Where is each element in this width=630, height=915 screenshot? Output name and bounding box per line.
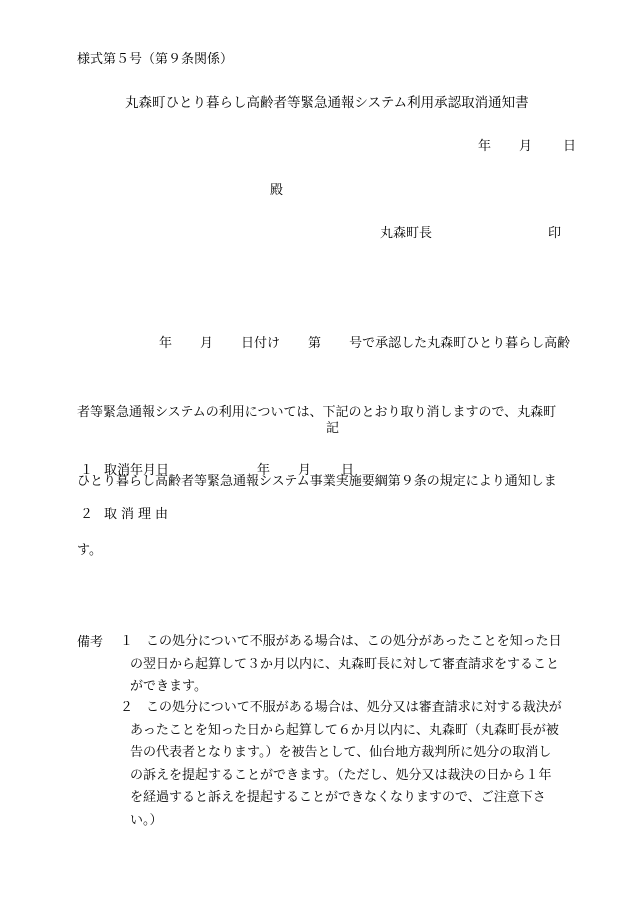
remark-note-1 [120,631,595,699]
date-month-label: 月 [519,139,533,154]
item-month-label: 月 [298,463,312,478]
body-year-label: 年 [159,336,173,351]
body-line-1-rest: 号で承認した丸森町ひとり暮らし高齢 [349,336,571,351]
date-day-label: 日 [563,139,577,154]
seal-mark: 印 [548,226,562,241]
addressee-honorific: 殿 [270,183,284,198]
remark-line: 告の代表者となります。）を被告として、仙台地方裁判所に処分の取消し [130,745,552,760]
item-year-label: 年 [257,463,271,478]
document-title: 丸森町ひとり暮らし高齢者等緊急通報システム利用承認取消通知書 [125,95,529,111]
issuer-name: 丸森町長 [380,226,433,241]
remark-line: この処分について不服がある場合は、この処分があったことを知った日 [146,634,562,649]
body-line-4: す。 [77,543,102,558]
remark-number: ２ [120,700,134,715]
body-line-3: ひとり暮らし高齢者等緊急通報システム事業実施要綱第９条の規定により通知しま [77,474,557,489]
remark-line: この処分について不服がある場合は、処分又は審査請求に対する裁決が [146,700,562,715]
remark-number: １ [120,634,134,649]
body-month-label: 月 [200,336,214,351]
body-line-2: 者等緊急通報システムの利用については、下記のとおり取り消しますので、丸森町 [77,405,557,420]
item-number: ２ [80,507,94,522]
remarks-heading: 備考 [77,635,104,650]
body-line-1 [77,332,592,355]
date-year-label: 年 [478,139,492,154]
form-number: 様式第５号（第９条関係） [77,52,234,67]
ki-heading: 記 [326,421,340,436]
item-number: １ [80,463,94,478]
item-day-label: 日 [341,463,355,478]
item-label: 取消理由 [104,507,173,522]
remark-line: あったことを知った日から起算して６か月以内に、丸森町（丸森町長が被 [130,722,559,738]
remark-line: い。） [130,812,163,828]
remark-line: ができます。 [130,679,207,694]
item-label: 取消年月日 [104,463,170,478]
remark-line: の訴えを提起することができます。（ただし、処分又は裁決の日から１年 [130,767,552,783]
body-dai-label: 第 [308,336,322,351]
notice-body [77,286,592,608]
remark-line: を経過すると訴えを提起することができなくなりますので、ご注意下さ [130,790,546,805]
remark-line: の翌日から起算して３か月以内に、丸森町長に対して審査請求をすること [130,656,560,672]
remark-note-2 [120,697,595,832]
body-day-label: 日付け [241,336,281,351]
